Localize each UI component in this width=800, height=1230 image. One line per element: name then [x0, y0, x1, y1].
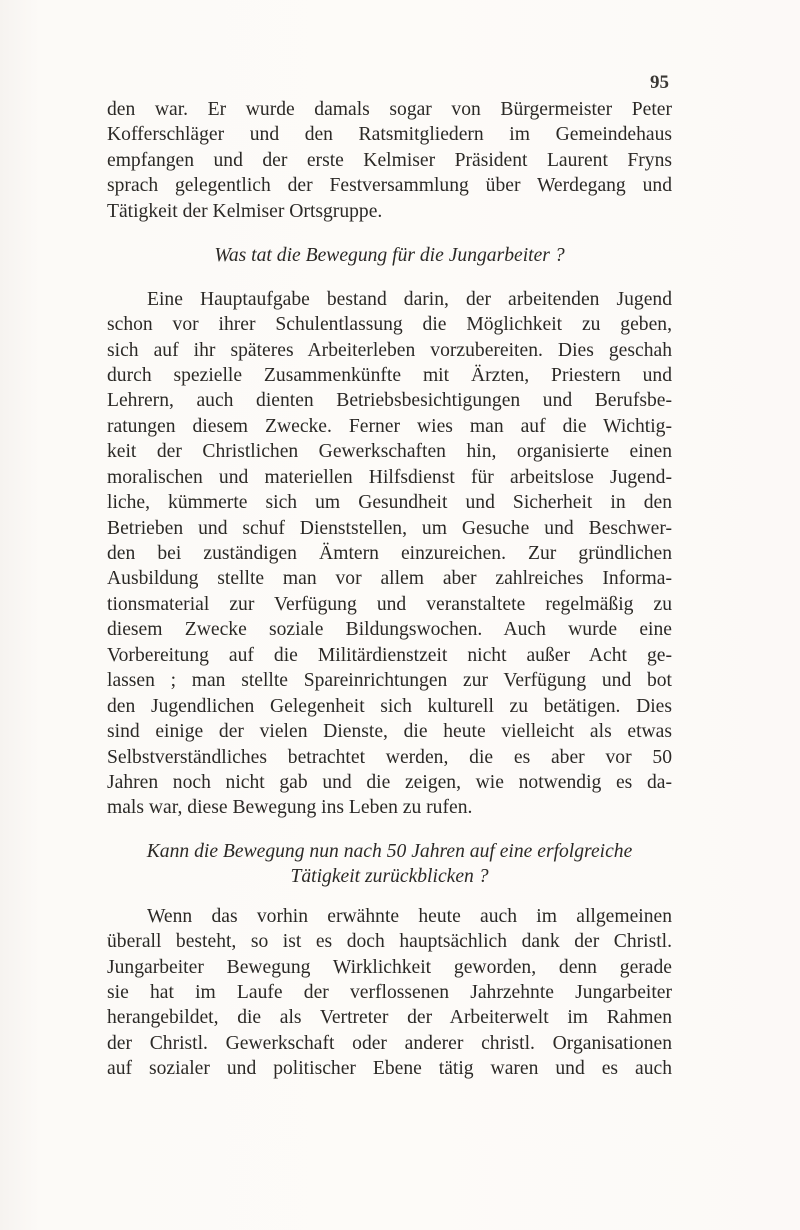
text-line: liche, kümmerte sich um Gesundheit und Sicherheit in den [107, 492, 672, 514]
page-number: 95 [650, 72, 669, 93]
text-line: auf sozialer und politischer Ebene tätig waren und es auch [107, 1058, 672, 1080]
spacer [107, 224, 672, 243]
text-line: diesem Zwecke soziale Bildungswochen. Auch wurde eine [107, 619, 672, 641]
text-line: den bei zuständigen Ämtern einzureichen. Zur gründlichen [107, 543, 672, 564]
spacer [107, 821, 672, 839]
text-line: tionsmaterial zur Verfügung und veranstaltete regelmäßig zu [107, 593, 672, 615]
text-line: moralischen und materiellen Hilfsdienst für arbeitslose Jugend- [107, 466, 672, 488]
spacer [107, 269, 672, 287]
text-line: keit der Christlichen Gewerkschaften hin, organisierte einen [107, 441, 672, 463]
text-line: der Christl. Gewerkschaft oder anderer christl. Organisationen [107, 1032, 672, 1054]
text-line: Selbstverständliches betrachtet werden, die es aber vor 50 [107, 746, 672, 768]
text-line: schon vor ihrer Schulentlassung die Möglichkeit zu geben, [107, 314, 672, 336]
text-line: ratungen diesem Zwecke. Ferner wies man auf die Wichtig- [107, 415, 672, 437]
text-line: Wenn das vorhin erwähnte heute auch im allgemeinen [147, 905, 672, 927]
section-heading-look-back-line-2: Tätigkeit zurückblicken ? [290, 866, 489, 888]
text-line: sie hat im Laufe der verflossenen Jahrzehnte Jungarbeiter [107, 982, 672, 1003]
text-line: empfangen und der erste Kelmiser Präsident Laurent Fryns [107, 149, 672, 171]
text-line: herangebildet, die als Vertreter der Arbeiterwelt im Rahmen [107, 1007, 672, 1029]
text-line: Kofferschläger und den Ratsmitgliedern im Gemeindehaus [107, 124, 672, 146]
text-line: sind einige der vielen Dienste, die heute vielleicht als etwas [107, 721, 672, 743]
text-line: lassen ; man stellte Spareinrichtungen zur Verfügung und bot [107, 670, 672, 692]
page-body [107, 97, 672, 1082]
text-line: sich auf ihr späteres Arbeiterleben vorzubereiten. Dies geschah [107, 339, 672, 361]
text-line: sprach gelegentlich der Festversammlung über Werdegang und [107, 175, 672, 197]
section-heading-look-back-line-1: Kann die Bewegung nun nach 50 Jahren auf eine erfolgreiche [146, 840, 633, 862]
section-heading-what-did-movement-do: Was tat die Bewegung für die Jungarbeiter ? [214, 245, 565, 267]
text-line: mals war, diese Bewegung ins Leben zu rufen. [107, 797, 473, 819]
text-line: den war. Er wurde damals sogar von Bürgermeister Peter [107, 99, 672, 120]
spacer [107, 890, 672, 904]
text-line: Jahren noch nicht gab und die zeigen, wie notwendig es da- [107, 771, 672, 793]
text-line: durch spezielle Zusammenkünfte mit Ärzten, Priestern und [107, 364, 672, 386]
paragraph-achievements [107, 904, 672, 1082]
paragraph-services [107, 287, 672, 821]
text-line: Vorbereitung auf die Militärdienstzeit nicht außer Acht ge- [107, 644, 672, 666]
text-line: Jungarbeiter Bewegung Wirklichkeit geworden, denn gerade [107, 956, 672, 978]
paragraph-reception [107, 97, 672, 224]
text-line: Tätigkeit der Kelmiser Ortsgruppe. [107, 200, 383, 222]
text-line: Eine Hauptaufgabe bestand darin, der arbeitenden Jugend [147, 288, 672, 310]
text-line: den Jugendlichen Gelegenheit sich kulturell zu betätigen. Dies [107, 695, 672, 717]
text-line: Betrieben und schuf Dienststellen, um Gesuche und Beschwer- [107, 517, 672, 539]
text-line: Lehrern, auch dienten Betriebsbesichtigungen und Berufsbe- [107, 390, 672, 412]
text-line: überall besteht, so ist es doch hauptsächlich dank der Christl. [107, 931, 672, 953]
text-line: Ausbildung stellte man vor allem aber zahlreiches Informa- [107, 568, 672, 590]
